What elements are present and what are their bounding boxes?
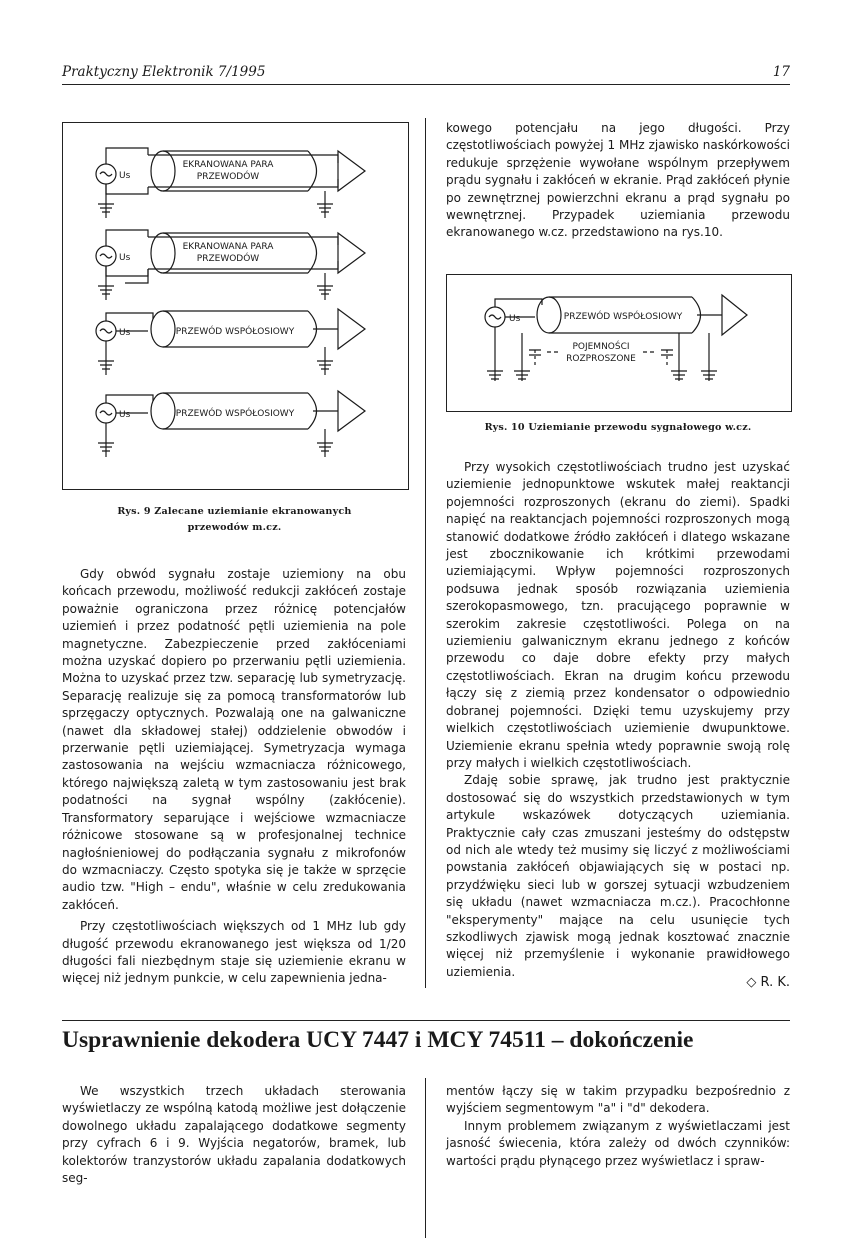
paragraph: mentów łączy się w takim przypadku bezpośrednio z wyjściem segmentowym "a" i "d" dekodera. [446,1084,790,1116]
coax-label-2: PRZEWÓD WSPÓŁOSIOWY [175,409,295,419]
paragraph: Innym problemem związanym z wyświetlaczami jest jasność świecenia, która zależy od dwóch czynników: wartości prądu płynącego przez wyświetlacz i spraw- [446,1118,790,1168]
us-label: Us [119,253,131,263]
section-rule [62,1020,790,1021]
article2-left-column [62,1083,406,1187]
coax-label-1: PRZEWÓD WSPÓŁOSIOWY [175,327,295,337]
paragraph: Gdy obwód sygnału zostaje uziemiony na obu końcach przewodu, możliwość redukcji zakłóceń zostaje poważnie ograniczona przez różnicę potencjałów uziemień i przez podatność pętli uziemienia na pole magnetyczne. Zabezpieczenie przed zakłóceniami można uzyskać dopiero po przerwaniu pętli uziemienia. Można to uzyskać przez tzw. separację lub symetryzację. Separację realizuje się za pomocą transformatorów lub sprzęgaczy optycznych. Pozwalają one na galwaniczne (nawet dla składowej stałej) oddzielenie obwodów i przerwanie pętli uziemiającej. Symetryzacja wymaga zastosowania na wejściu wzmacniacza różnicowego, którego największą zaletą w tym zastosowaniu jest brak podatności na sygnał wspólny (zakłócenie). Transformatory separujące i wejściowe wzmacniacze różnicowe stosowane są w profesjonalnej technice nagłośnieniowej do podłączania sygnału z mikrofonów do wzmacniaczy. Często spotyka się je także w sprzęcie audio tzw. "High – endu", właśnie w celu zredukowania zakłóceń. [62,567,406,912]
figure-9-caption [62,504,407,536]
paragraph: Przy częstotliwościach większych od 1 MHz lub gdy długość przewodu ekranowanego jest większa od 1/20 długości fali niezbędnym staje się uziemienie ekranu w więcej niż jednym punkcie, w celu zapewnienia jedna- [62,919,406,986]
paragraph: kowego potencjału na jego długości. Przy częstotliwościach powyżej 1 MHz zjawisko naskórkowości redukuje sprzężenie wywołane wspólnym przepływem prądu sygnału i zakłóceń w ekranie. Prąd zakłóceń płynie po zewnętrznej powierzchni ekranu a prąd sygnału po wewnętrznej. Przypadek uziemiania przewodu ekranowanego w.cz. przedstawiono na rys.10. [446,121,790,240]
row-shielded-pair-1 [96,148,365,218]
pair-label-1a: EKRANOWANA PARA [182,160,274,170]
article1-right-top [446,120,790,242]
row-coax-1 [96,309,365,375]
coax-label: PRZEWÓD WSPÓŁOSIOWY [563,312,683,322]
column-divider [425,118,426,988]
paragraph: Zdaję sobie sprawę, jak trudno jest praktycznie dostosować się do wszystkich przedstawionych w tym artykule wskazówek dotyczących uziemiania. Praktycznie cały czas zmuszani jesteśmy do odstępstw od nich ale wtedy też musimy się liczyć z możliwościami powstania zakłóceń objawiających się w postaci np. przydźwięku sieci lub w gorszej sytuacji wzbudzeniem się układu (nawet wzmacniacza m.cz.). Pracochłonne "eksperymenty" mające na celu usunięcie tych szkodliwych zjawisk mogą jednak kosztować znacznie więcej niż przemyślenie i wykonanie prawidłowego uziemienia. [446,773,790,979]
us-label: Us [119,328,131,338]
author-signature: ◇ R. K. [746,975,790,990]
figure-10-caption: Rys. 10 Uziemianie przewodu sygnałowego w.cz. [484,422,752,433]
paragraph: We wszystkich trzech układach sterowania wyświetlaczy ze wspólną katodą możliwe jest dołączenie dowolnego układu zapalającego dodatkowe segmenty przy cyfrach 6 i 9. Wyjścia negatorów, bramek, lub kolektorów tranzystorów układu zapalania dodatkowych seg- [62,1084,406,1186]
us-label: Us [119,171,131,181]
figure-9-schematic [63,123,408,489]
journal-header: Praktyczny Elektronik 7/1995 [62,64,266,80]
us-label: Us [509,314,521,324]
row-coax-2 [96,391,365,457]
capacitance-label-1: POJEMNOŚCI [572,342,630,352]
paragraph: Przy wysokich częstotliwościach trudno jest uzyskać uziemienie jednopunktowe wskutek małej reaktancji pojemności rozproszonych (ekranu do ziemi). Spadki napięć na reaktancjach pojemności rozproszonych mogą stanowić dodatkowe źródło zakłóceń i dlatego wskazane jest zbocznikowanie ich krótkimi przewodami uziemiającymi. Wpływ pojemności rozproszonych podsuwa jednak sposób rozwiązania uziemienia szerokopasmowego, tzn. pracującego poprawnie w szerokim zakresie częstotliwości. Polega on na uziemieniu galwanicznym ekranu jednego z końców przewodu co daje dobre efekty przy małych częstotliwościach. Ekran na drugim końcu przewodu łączy się z ziemią przez kondensator o odpowiednio dobranej pojemności. Dzięki temu uzyskujemy przy wielkich częstotliwościach uziemienie dwupunktowe. Uziemienie ekranu spełnia wtedy poprawnie swoją rolę przy małych i wielkich częstotliwościach. [446,460,790,770]
pair-label-2a: EKRANOWANA PARA [182,242,274,252]
pair-label-1b: PRZEWODÓW [196,172,260,182]
article1-left-column [62,566,406,988]
article2-title: Usprawnienie dekodera UCY 7447 i MCY 74511 – dokończenie [62,1027,694,1053]
us-label: Us [119,410,131,420]
header-rule [62,84,790,85]
row-shielded-pair-2 [96,230,365,300]
figure-10-schematic [447,275,791,411]
capacitance-label-2: ROZPROSZONE [566,354,636,364]
page-number: 17 [772,64,790,80]
column-divider [425,1078,426,1238]
figure-10 [446,274,792,412]
figure-9 [62,122,409,490]
article2-right-column [446,1083,790,1170]
pair-label-2b: PRZEWODÓW [196,254,260,264]
article1-right-column [446,459,790,981]
figure-9-caption-line2: przewodów m.cz. [187,522,282,533]
figure-9-caption-line1: Rys. 9 Zalecane uziemianie ekranowanych [117,506,352,517]
